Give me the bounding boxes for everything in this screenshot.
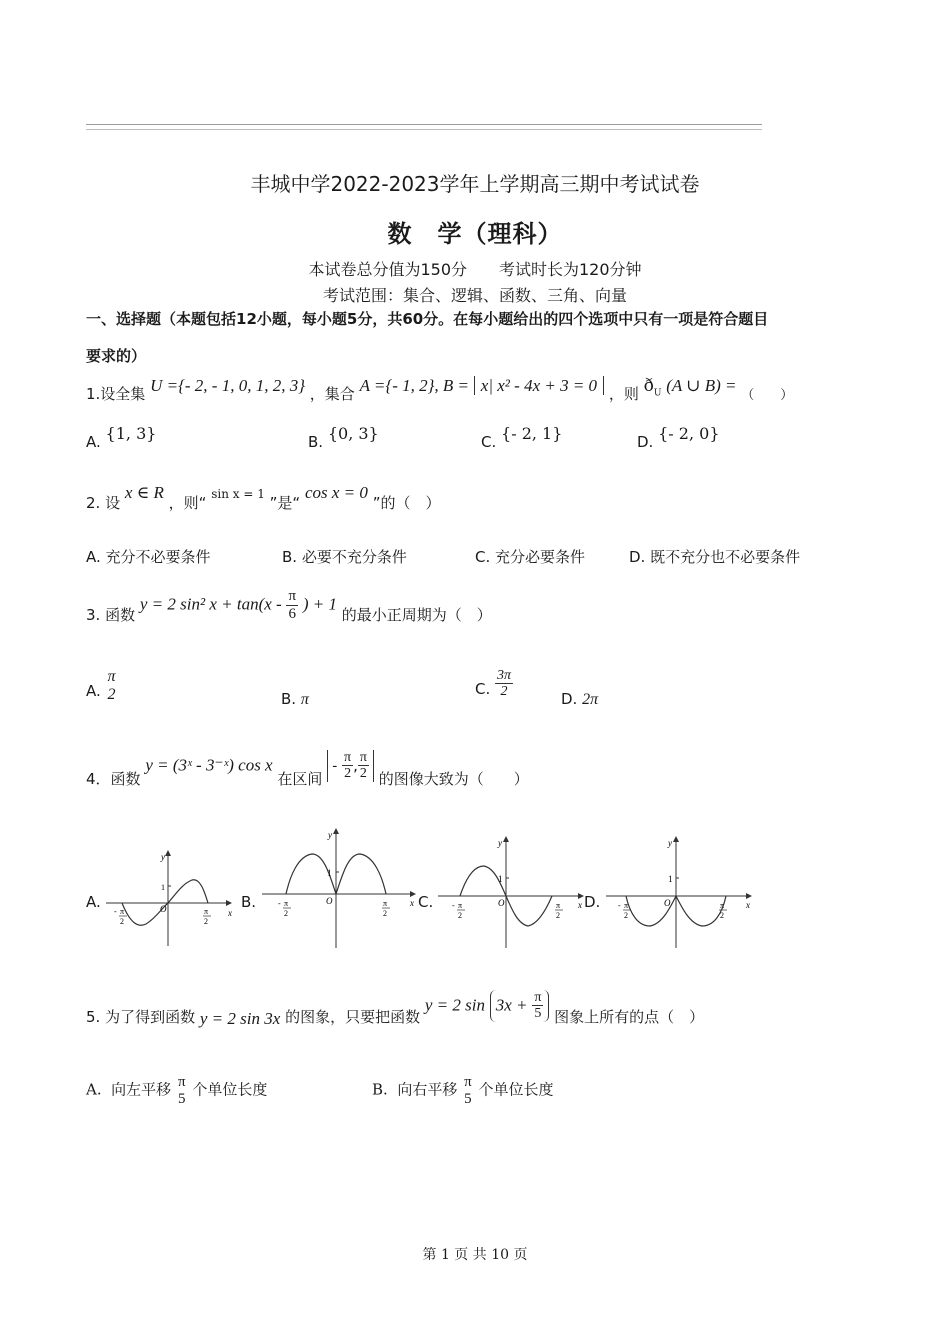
svg-text:π: π [284, 899, 289, 908]
svg-text:y: y [328, 830, 332, 840]
svg-text:2: 2 [720, 911, 724, 920]
q3-option-c[interactable]: C. $\frac{3\pi}{2}$ [475, 668, 512, 700]
q5-prefix: 5. 为了得到函数 [86, 1008, 196, 1027]
q4-graph-a[interactable] [104, 848, 234, 948]
exam-title: 丰城中学2022-2023学年上学期高三期中考试试卷 [250, 172, 700, 196]
q1-option-c[interactable]: C. {- 2, 1} [481, 424, 563, 451]
q2-prefix: 2. 设 [86, 494, 121, 512]
svg-text:2: 2 [120, 917, 124, 926]
question-5 [86, 990, 704, 1040]
svg-text:1: 1 [327, 868, 332, 878]
q4-interval: - $\frac{\pi}{2}$ , $\frac{\pi}{2}$ [327, 750, 374, 782]
q1-sets-ab: A ={- 1, 2}, B = [359, 376, 470, 395]
svg-text:O: O [664, 898, 671, 908]
q4-option-d-label[interactable]: D. [584, 893, 601, 911]
header-rule-top [86, 124, 762, 125]
question-1 [86, 376, 794, 406]
svg-text:2: 2 [284, 909, 288, 918]
svg-text:π: π [556, 901, 561, 910]
q3-option-b[interactable]: B. π [281, 690, 309, 708]
q4-prefix: 4．函数 [86, 770, 141, 789]
svg-text:-: - [278, 899, 281, 908]
q3-tail: 的最小正周期为（ ） [341, 605, 492, 624]
q1-option-a[interactable]: A. {1, 3} [86, 424, 157, 451]
q4-mid: 在区间 [277, 770, 323, 789]
q2-is: ”是“ [269, 494, 301, 512]
q1-expr: (A ∪ B) = [666, 376, 737, 395]
svg-text:y: y [668, 838, 672, 848]
q3-expr-right: ) + 1 [302, 594, 337, 614]
question-2 [86, 483, 441, 513]
q2-option-d[interactable]: D. 既不充分也不必要条件 [629, 548, 801, 566]
page-footer: 第 1 页 共 10 页 [422, 1247, 528, 1263]
q4-tail: 的图像大致为（ ） [378, 770, 529, 789]
q1-prefix: 1.设全集 [86, 385, 146, 403]
svg-text:π: π [624, 901, 629, 910]
q2-option-a[interactable]: A. 充分不必要条件 [86, 548, 211, 566]
q3-fraction: $\frac{\pi}{6}$ [288, 588, 297, 622]
q5-option-a[interactable]: A. 向左平移 π 5 个单位长度 [86, 1074, 268, 1107]
q2-q: cos x = 0 [304, 483, 368, 502]
q1-set-u: U ={- 2, - 1, 0, 1, 2, 3} [150, 376, 306, 395]
q2-p: sin x = 1 [211, 487, 265, 501]
svg-text:2: 2 [556, 911, 560, 920]
svg-text:O: O [326, 896, 333, 906]
q2-cond: x ∈ R [124, 483, 164, 502]
q2-option-c[interactable]: C. 充分必要条件 [475, 548, 586, 566]
svg-text:O: O [498, 898, 505, 908]
q4-option-c-label[interactable]: C. [418, 893, 434, 911]
svg-text:1: 1 [161, 883, 165, 892]
q5-source-paren: 3x + $\frac{\pi}{5}$ [490, 990, 550, 1022]
q3-expr-left: y = 2 sin² x + tan(x - [139, 594, 282, 614]
svg-text:π: π [204, 907, 209, 916]
q5-target: y = 2 sin 3x [199, 1009, 281, 1029]
svg-text:1: 1 [498, 874, 503, 884]
q1-complement: $ð_U$ [643, 376, 662, 399]
q2-tail: ”的（ ） [372, 494, 441, 512]
section-heading-line-1: 一、选择题（本题包括12小题，每小题5分，共60分。在每小题给出的四个选项中只有一项是符合题目 [86, 310, 769, 328]
exam-info-line-2: 考试范围：集合、逻辑、函数、三角、向量 [322, 286, 627, 305]
svg-text:y: y [498, 838, 502, 848]
svg-text:2: 2 [383, 909, 387, 918]
q1-mid: ，集合 [309, 385, 355, 403]
q5-option-b[interactable]: B. 向右平移 π 5 个单位长度 [372, 1074, 554, 1107]
q1-then: ，则 [608, 385, 639, 403]
svg-text:2: 2 [624, 911, 628, 920]
q4-option-b-label[interactable]: B. [241, 893, 257, 911]
q4-option-a-label[interactable]: A. [86, 893, 101, 911]
q3-prefix: 3. 函数 [86, 605, 136, 624]
svg-text:x: x [410, 898, 414, 908]
subject-title: 数 学（理科） [387, 220, 563, 248]
svg-text:y: y [161, 852, 165, 862]
question-4 [86, 750, 529, 800]
svg-text:O: O [160, 904, 167, 914]
svg-text:1: 1 [668, 874, 673, 884]
exam-info-line-1: 本试卷总分值为150分 考试时长为120分钟 [308, 260, 642, 279]
svg-text:π: π [383, 899, 388, 908]
svg-text:π: π [458, 901, 463, 910]
q1-paren: （ ） [741, 388, 794, 403]
q2-option-b[interactable]: B. 必要不充分条件 [282, 548, 407, 566]
section-heading-line-2: 要求的） [86, 347, 147, 365]
q1-option-b[interactable]: B. {0, 3} [308, 424, 379, 451]
q5-source-left: y = 2 sin [424, 995, 485, 1015]
q5-mid: 的图象，只要把函数 [285, 1008, 421, 1027]
svg-text:x: x [746, 900, 750, 910]
q4-expr: y = (3ˣ - 3⁻ˣ) cos x [145, 755, 273, 775]
question-3 [86, 588, 492, 632]
svg-text:-: - [452, 901, 455, 910]
q5-tail: 图象上所有的点（ ） [554, 1008, 705, 1027]
svg-text:x: x [228, 908, 232, 918]
svg-text:x: x [578, 900, 582, 910]
svg-text:π: π [720, 901, 725, 910]
svg-text:-: - [114, 907, 117, 916]
q4-graph-b[interactable] [260, 826, 420, 950]
svg-text:2: 2 [204, 917, 208, 926]
header-rule-bottom [86, 129, 762, 130]
q1-set-b: x| x² - 4x + 3 = 0 [474, 376, 604, 395]
svg-text:2: 2 [458, 911, 462, 920]
svg-text:-: - [618, 901, 621, 910]
q3-option-d[interactable]: D. 2π [561, 690, 599, 708]
q4-graph-c[interactable] [436, 834, 586, 950]
q4-graph-d[interactable] [604, 834, 754, 950]
q2-then: ，则“ [168, 494, 207, 512]
svg-text:π: π [120, 907, 125, 916]
q1-option-d[interactable]: D. {- 2, 0} [637, 424, 720, 451]
q3-option-a[interactable]: A. π 2 [86, 668, 116, 703]
